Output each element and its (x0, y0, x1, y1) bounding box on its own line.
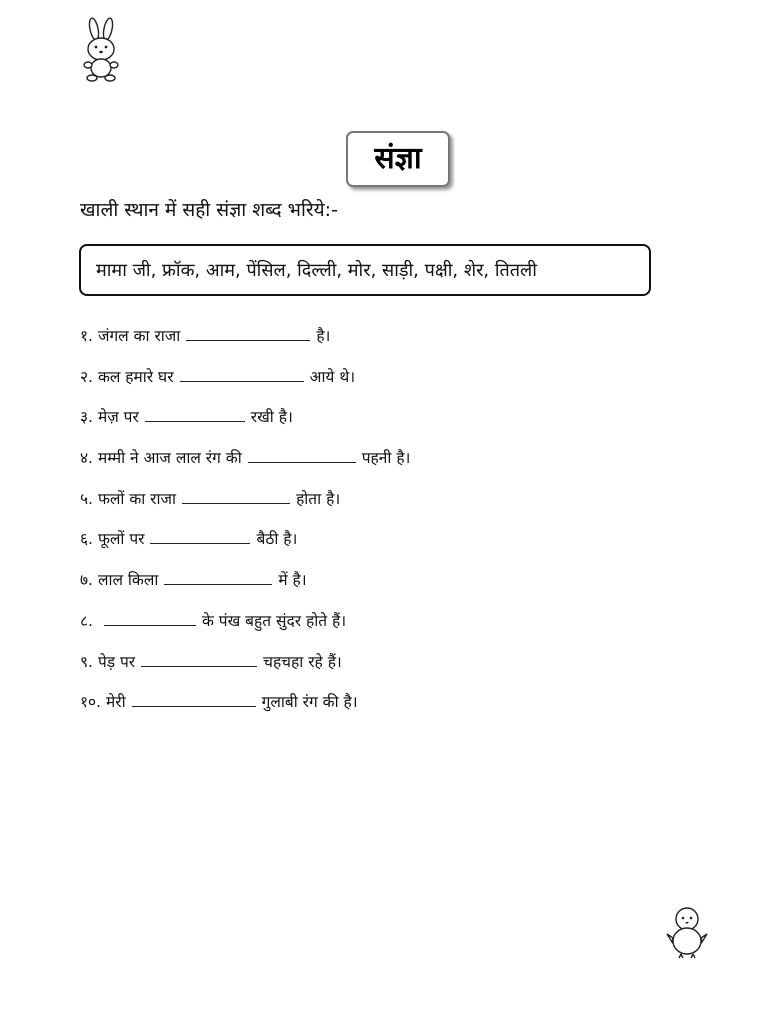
answer-blank[interactable] (141, 648, 257, 667)
question-item (80, 444, 410, 485)
question-list (80, 322, 410, 729)
question-item (80, 566, 410, 607)
question-text-after: रखी है। (250, 408, 293, 427)
answer-blank[interactable] (180, 363, 304, 382)
question-number: १०. (80, 693, 102, 712)
question-number: ६. (80, 530, 93, 549)
question-number: १. (80, 327, 93, 345)
question-item (80, 403, 410, 444)
question-text-after: गुलाबी रंग की है। (261, 693, 358, 712)
word-bank-box (79, 244, 651, 296)
question-number: ५. (80, 489, 93, 508)
question-item (80, 322, 410, 363)
answer-blank[interactable] (150, 525, 250, 544)
question-item (80, 607, 410, 648)
question-text-after: के पंख बहुत सुंदर होते हैं। (201, 611, 347, 630)
chick-icon (664, 904, 710, 960)
question-number: ७. (80, 571, 93, 590)
answer-blank[interactable] (104, 607, 196, 626)
question-text-after: बैठी है। (256, 530, 298, 549)
question-text-after: आये थे। (309, 367, 356, 386)
question-item (80, 525, 410, 566)
answer-blank[interactable] (145, 403, 245, 422)
question-text-after: है। (316, 327, 331, 345)
answer-blank[interactable] (164, 566, 272, 585)
question-item (80, 688, 410, 729)
question-number: ८. (80, 611, 93, 630)
question-text-before: जंगल का राजा (97, 327, 181, 345)
question-text-before: फूलों पर (97, 530, 145, 549)
question-text-before: कल हमारे घर (97, 367, 174, 386)
question-number: ३. (80, 408, 93, 427)
instruction-text: खाली स्थान में सही संज्ञा शब्द भरिये:- (80, 199, 338, 221)
answer-blank[interactable] (182, 485, 290, 504)
question-text-before: फलों का राजा (97, 489, 177, 508)
word-bank: मामा जी, फ्रॉक, आम, पेंसिल, दिल्ली, मोर, साड़ी, पक्षी, शेर, तितली (96, 260, 537, 281)
question-number: ९. (80, 652, 93, 671)
answer-blank[interactable] (132, 688, 256, 707)
page-title: संज्ञा (374, 141, 422, 176)
question-number: ४. (80, 449, 93, 468)
answer-blank[interactable] (248, 444, 356, 463)
question-number: २. (80, 367, 93, 386)
question-text-before: मेरी (106, 693, 126, 712)
question-item (80, 485, 410, 526)
title-box (346, 131, 450, 187)
bunny-icon (74, 16, 130, 84)
question-text-after: चहचहा रहे हैं। (263, 652, 342, 671)
question-text-after: में है। (278, 571, 307, 590)
question-text-after: पहनी है। (361, 449, 411, 468)
question-text-before: मम्मी ने आज लाल रंग की (97, 449, 242, 468)
question-text-before: मेज़ पर (97, 408, 139, 427)
question-item (80, 363, 410, 404)
question-text-before: पेड़ पर (97, 652, 136, 671)
question-text-after: होता है। (296, 489, 341, 508)
answer-blank[interactable] (186, 322, 310, 341)
question-text-before: लाल किला (97, 571, 159, 590)
question-item (80, 648, 410, 689)
